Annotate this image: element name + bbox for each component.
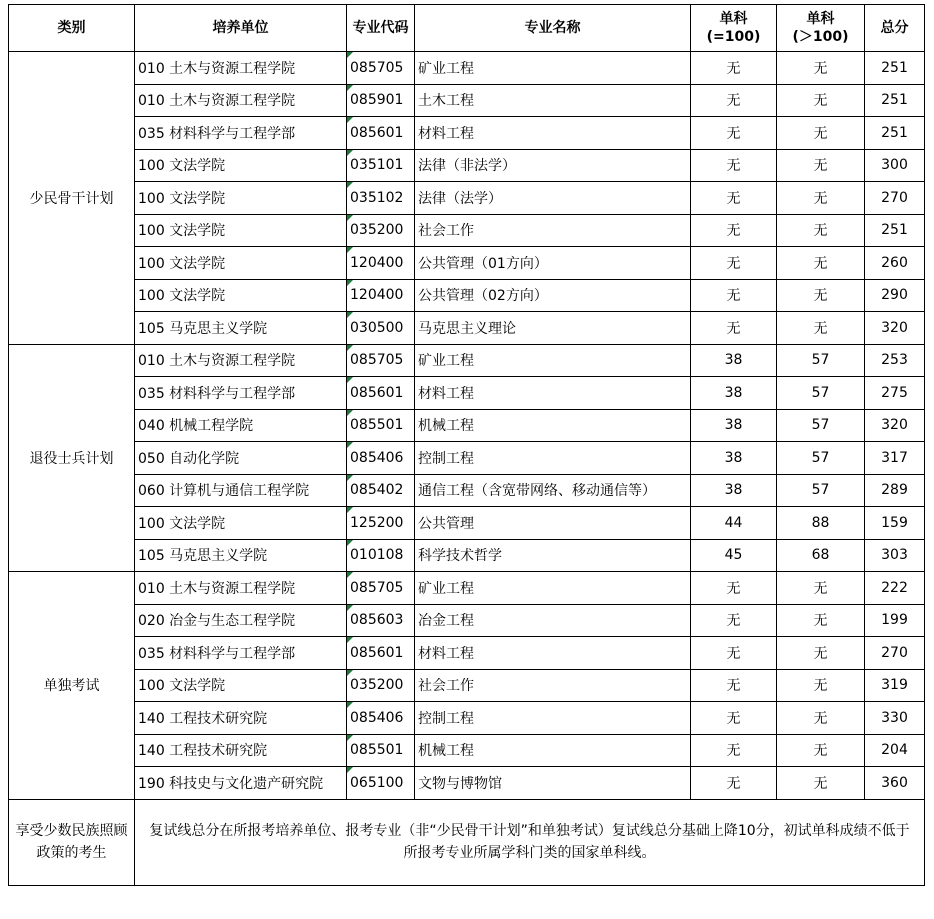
- cell-comment-marker-icon: [347, 377, 353, 383]
- code-text: 120400: [350, 287, 404, 304]
- single-eq-cell: 无: [691, 767, 777, 800]
- cell-comment-marker-icon: [347, 312, 353, 318]
- header-single-gt: [777, 5, 865, 52]
- major-cell: 机械工程: [415, 734, 691, 767]
- single-gt-cell: 无: [777, 214, 865, 247]
- cell-comment-marker-icon: [347, 52, 353, 58]
- unit-cell: 140 工程技术研究院: [135, 734, 347, 767]
- major-cell: 材料工程: [415, 377, 691, 410]
- total-cell: 289: [865, 474, 925, 507]
- total-cell: 270: [865, 637, 925, 670]
- code-cell: [347, 377, 415, 410]
- code-cell: [347, 214, 415, 247]
- unit-cell: 100 文法学院: [135, 247, 347, 280]
- table-header: [9, 5, 925, 52]
- single-eq-cell: 无: [691, 247, 777, 280]
- single-eq-cell: 无: [691, 149, 777, 182]
- unit-cell: 020 冶金与生态工程学院: [135, 604, 347, 637]
- single-eq-cell: 无: [691, 669, 777, 702]
- major-cell: 通信工程（含宽带网络、移动通信等）: [415, 474, 691, 507]
- code-cell: [347, 507, 415, 540]
- single-gt-cell: 57: [777, 409, 865, 442]
- total-cell: 253: [865, 344, 925, 377]
- code-text: 085402: [350, 482, 404, 499]
- code-cell: [347, 117, 415, 150]
- single-eq-cell: 无: [691, 637, 777, 670]
- category-cell: 退役士兵计划: [9, 344, 135, 572]
- table-row: [9, 52, 925, 85]
- single-gt-cell: 68: [777, 539, 865, 572]
- major-cell: 矿业工程: [415, 52, 691, 85]
- single-gt-cell: 无: [777, 84, 865, 117]
- cell-comment-marker-icon: [347, 735, 353, 741]
- single-eq-cell: 无: [691, 117, 777, 150]
- table-row: [9, 442, 925, 475]
- total-cell: 270: [865, 182, 925, 215]
- table-row: [9, 344, 925, 377]
- total-cell: 320: [865, 409, 925, 442]
- unit-cell: 010 土木与资源工程学院: [135, 344, 347, 377]
- major-cell: 机械工程: [415, 409, 691, 442]
- single-gt-cell: 无: [777, 279, 865, 312]
- unit-cell: 100 文法学院: [135, 214, 347, 247]
- single-gt-cell: 88: [777, 507, 865, 540]
- cell-comment-marker-icon: [347, 605, 353, 611]
- total-cell: 300: [865, 149, 925, 182]
- code-text: 030500: [350, 319, 404, 336]
- table-row: [9, 637, 925, 670]
- major-cell: 冶金工程: [415, 604, 691, 637]
- table-row: [9, 409, 925, 442]
- code-text: 035102: [350, 189, 404, 206]
- single-gt-cell: 无: [777, 247, 865, 280]
- single-gt-cell: 无: [777, 637, 865, 670]
- header-single-gt-line2: (＞100): [792, 29, 849, 45]
- single-eq-cell: 无: [691, 734, 777, 767]
- single-gt-cell: 无: [777, 149, 865, 182]
- single-eq-cell: 38: [691, 409, 777, 442]
- single-eq-cell: 无: [691, 702, 777, 735]
- cell-comment-marker-icon: [347, 410, 353, 416]
- single-eq-cell: 无: [691, 182, 777, 215]
- single-gt-cell: 无: [777, 52, 865, 85]
- cell-comment-marker-icon: [347, 702, 353, 708]
- cell-comment-marker-icon: [347, 280, 353, 286]
- unit-cell: 035 材料科学与工程学部: [135, 637, 347, 670]
- total-cell: 320: [865, 312, 925, 345]
- single-gt-cell: 57: [777, 442, 865, 475]
- single-eq-cell: 38: [691, 474, 777, 507]
- unit-cell: 060 计算机与通信工程学院: [135, 474, 347, 507]
- code-text: 085901: [350, 92, 404, 109]
- cell-comment-marker-icon: [347, 247, 353, 253]
- code-cell: [347, 84, 415, 117]
- code-text: 035200: [350, 222, 404, 239]
- cell-comment-marker-icon: [347, 767, 353, 773]
- code-text: 125200: [350, 514, 404, 531]
- code-cell: [347, 247, 415, 280]
- score-table-container: [8, 4, 925, 886]
- major-cell: 科学技术哲学: [415, 539, 691, 572]
- major-cell: 马克思主义理论: [415, 312, 691, 345]
- table-row: [9, 539, 925, 572]
- major-cell: 文物与博物馆: [415, 767, 691, 800]
- code-text: 085705: [350, 352, 404, 369]
- code-cell: [347, 442, 415, 475]
- single-eq-cell: 无: [691, 279, 777, 312]
- major-cell: 社会工作: [415, 214, 691, 247]
- unit-cell: 105 马克思主义学院: [135, 539, 347, 572]
- header-major: 专业名称: [415, 5, 691, 52]
- major-cell: 法律（非法学）: [415, 149, 691, 182]
- code-cell: [347, 474, 415, 507]
- header-single-eq-line2: (=100): [706, 29, 761, 45]
- code-cell: [347, 409, 415, 442]
- unit-cell: 190 科技史与文化遗产研究院: [135, 767, 347, 800]
- unit-cell: 100 文法学院: [135, 182, 347, 215]
- code-cell: [347, 637, 415, 670]
- table-row: [9, 214, 925, 247]
- unit-cell: 100 文法学院: [135, 279, 347, 312]
- major-cell: 控制工程: [415, 702, 691, 735]
- single-gt-cell: 无: [777, 117, 865, 150]
- cell-comment-marker-icon: [347, 572, 353, 578]
- footer-row: [9, 799, 925, 885]
- code-cell: [347, 734, 415, 767]
- cell-comment-marker-icon: [347, 117, 353, 123]
- table-body: [9, 52, 925, 800]
- unit-cell: 035 材料科学与工程学部: [135, 117, 347, 150]
- cell-comment-marker-icon: [347, 150, 353, 156]
- major-cell: 矿业工程: [415, 344, 691, 377]
- header-single-eq: [691, 5, 777, 52]
- total-cell: 199: [865, 604, 925, 637]
- table-row: [9, 507, 925, 540]
- unit-cell: 140 工程技术研究院: [135, 702, 347, 735]
- header-single-gt-line1: 单科: [806, 11, 835, 27]
- cell-comment-marker-icon: [347, 475, 353, 481]
- unit-cell: 050 自动化学院: [135, 442, 347, 475]
- total-cell: 275: [865, 377, 925, 410]
- header-single-eq-line1: 单科: [719, 11, 748, 27]
- single-gt-cell: 无: [777, 734, 865, 767]
- table-row: [9, 182, 925, 215]
- single-gt-cell: 无: [777, 767, 865, 800]
- unit-cell: 100 文法学院: [135, 149, 347, 182]
- total-cell: 317: [865, 442, 925, 475]
- single-eq-cell: 38: [691, 377, 777, 410]
- code-cell: [347, 767, 415, 800]
- single-eq-cell: 无: [691, 52, 777, 85]
- code-text: 085705: [350, 59, 404, 76]
- score-table: [8, 4, 925, 886]
- cell-comment-marker-icon: [347, 215, 353, 221]
- table-row: [9, 149, 925, 182]
- code-cell: [347, 539, 415, 572]
- table-row: [9, 767, 925, 800]
- unit-cell: 035 材料科学与工程学部: [135, 377, 347, 410]
- header-category: 类别: [9, 5, 135, 52]
- single-eq-cell: 38: [691, 442, 777, 475]
- code-cell: [347, 344, 415, 377]
- code-text: 085406: [350, 709, 404, 726]
- major-cell: 社会工作: [415, 669, 691, 702]
- single-eq-cell: 无: [691, 214, 777, 247]
- single-eq-cell: 无: [691, 84, 777, 117]
- total-cell: 360: [865, 767, 925, 800]
- total-cell: 251: [865, 52, 925, 85]
- single-eq-cell: 无: [691, 312, 777, 345]
- code-text: 035200: [350, 677, 404, 694]
- unit-cell: 010 土木与资源工程学院: [135, 52, 347, 85]
- code-cell: [347, 604, 415, 637]
- total-cell: 330: [865, 702, 925, 735]
- major-cell: 土木工程: [415, 84, 691, 117]
- single-gt-cell: 无: [777, 702, 865, 735]
- code-text: 085601: [350, 124, 404, 141]
- code-cell: [347, 182, 415, 215]
- code-text: 035101: [350, 157, 404, 174]
- code-cell: [347, 669, 415, 702]
- single-gt-cell: 57: [777, 474, 865, 507]
- major-cell: 公共管理（02方向）: [415, 279, 691, 312]
- code-text: 085501: [350, 417, 404, 434]
- footer-note: 复试线总分在所报考培养单位、报考专业（非“少民骨干计划”和单独考试）复试线总分基础上降10分，初试单科成绩不低于所报考专业所属学科门类的国家单科线。: [135, 799, 925, 885]
- unit-cell: 040 机械工程学院: [135, 409, 347, 442]
- header-total: 总分: [865, 5, 925, 52]
- single-gt-cell: 无: [777, 182, 865, 215]
- total-cell: 251: [865, 117, 925, 150]
- code-text: 085603: [350, 612, 404, 629]
- single-eq-cell: 45: [691, 539, 777, 572]
- code-cell: [347, 702, 415, 735]
- cell-comment-marker-icon: [347, 85, 353, 91]
- unit-cell: 105 马克思主义学院: [135, 312, 347, 345]
- header-code: 专业代码: [347, 5, 415, 52]
- table-row: [9, 247, 925, 280]
- code-text: 085705: [350, 579, 404, 596]
- category-cell: 少民骨干计划: [9, 52, 135, 345]
- code-text: 085601: [350, 384, 404, 401]
- major-cell: 矿业工程: [415, 572, 691, 605]
- single-eq-cell: 44: [691, 507, 777, 540]
- total-cell: 159: [865, 507, 925, 540]
- unit-cell: 100 文法学院: [135, 669, 347, 702]
- table-row: [9, 669, 925, 702]
- total-cell: 290: [865, 279, 925, 312]
- total-cell: 251: [865, 84, 925, 117]
- single-gt-cell: 57: [777, 377, 865, 410]
- cell-comment-marker-icon: [347, 540, 353, 546]
- table-row: [9, 84, 925, 117]
- total-cell: 319: [865, 669, 925, 702]
- code-cell: [347, 52, 415, 85]
- unit-cell: 010 土木与资源工程学院: [135, 84, 347, 117]
- code-cell: [347, 279, 415, 312]
- single-gt-cell: 无: [777, 572, 865, 605]
- code-cell: [347, 149, 415, 182]
- code-text: 085501: [350, 742, 404, 759]
- major-cell: 材料工程: [415, 117, 691, 150]
- single-eq-cell: 无: [691, 604, 777, 637]
- cell-comment-marker-icon: [347, 637, 353, 643]
- table-row: [9, 117, 925, 150]
- header-unit: 培养单位: [135, 5, 347, 52]
- total-cell: 260: [865, 247, 925, 280]
- major-cell: 公共管理（01方向）: [415, 247, 691, 280]
- total-cell: 251: [865, 214, 925, 247]
- footer-category: 享受少数民族照顾政策的考生: [9, 799, 135, 885]
- table-row: [9, 702, 925, 735]
- total-cell: 204: [865, 734, 925, 767]
- single-gt-cell: 无: [777, 669, 865, 702]
- table-row: [9, 572, 925, 605]
- table-row: [9, 474, 925, 507]
- single-gt-cell: 无: [777, 604, 865, 637]
- cell-comment-marker-icon: [347, 345, 353, 351]
- single-gt-cell: 无: [777, 312, 865, 345]
- total-cell: 303: [865, 539, 925, 572]
- table-row: [9, 279, 925, 312]
- major-cell: 法律（法学）: [415, 182, 691, 215]
- single-eq-cell: 无: [691, 572, 777, 605]
- total-cell: 222: [865, 572, 925, 605]
- code-cell: [347, 312, 415, 345]
- cell-comment-marker-icon: [347, 507, 353, 513]
- table-row: [9, 604, 925, 637]
- table-row: [9, 734, 925, 767]
- code-text: 010108: [350, 547, 404, 564]
- code-text: 085601: [350, 644, 404, 661]
- cell-comment-marker-icon: [347, 670, 353, 676]
- major-cell: 材料工程: [415, 637, 691, 670]
- table-row: [9, 312, 925, 345]
- unit-cell: 100 文法学院: [135, 507, 347, 540]
- cell-comment-marker-icon: [347, 442, 353, 448]
- major-cell: 公共管理: [415, 507, 691, 540]
- code-text: 085406: [350, 449, 404, 466]
- code-text: 065100: [350, 774, 404, 791]
- single-eq-cell: 38: [691, 344, 777, 377]
- code-cell: [347, 572, 415, 605]
- major-cell: 控制工程: [415, 442, 691, 475]
- category-cell: 单独考试: [9, 572, 135, 800]
- table-footer: [9, 799, 925, 885]
- code-text: 120400: [350, 254, 404, 271]
- cell-comment-marker-icon: [347, 182, 353, 188]
- table-row: [9, 377, 925, 410]
- unit-cell: 010 土木与资源工程学院: [135, 572, 347, 605]
- single-gt-cell: 57: [777, 344, 865, 377]
